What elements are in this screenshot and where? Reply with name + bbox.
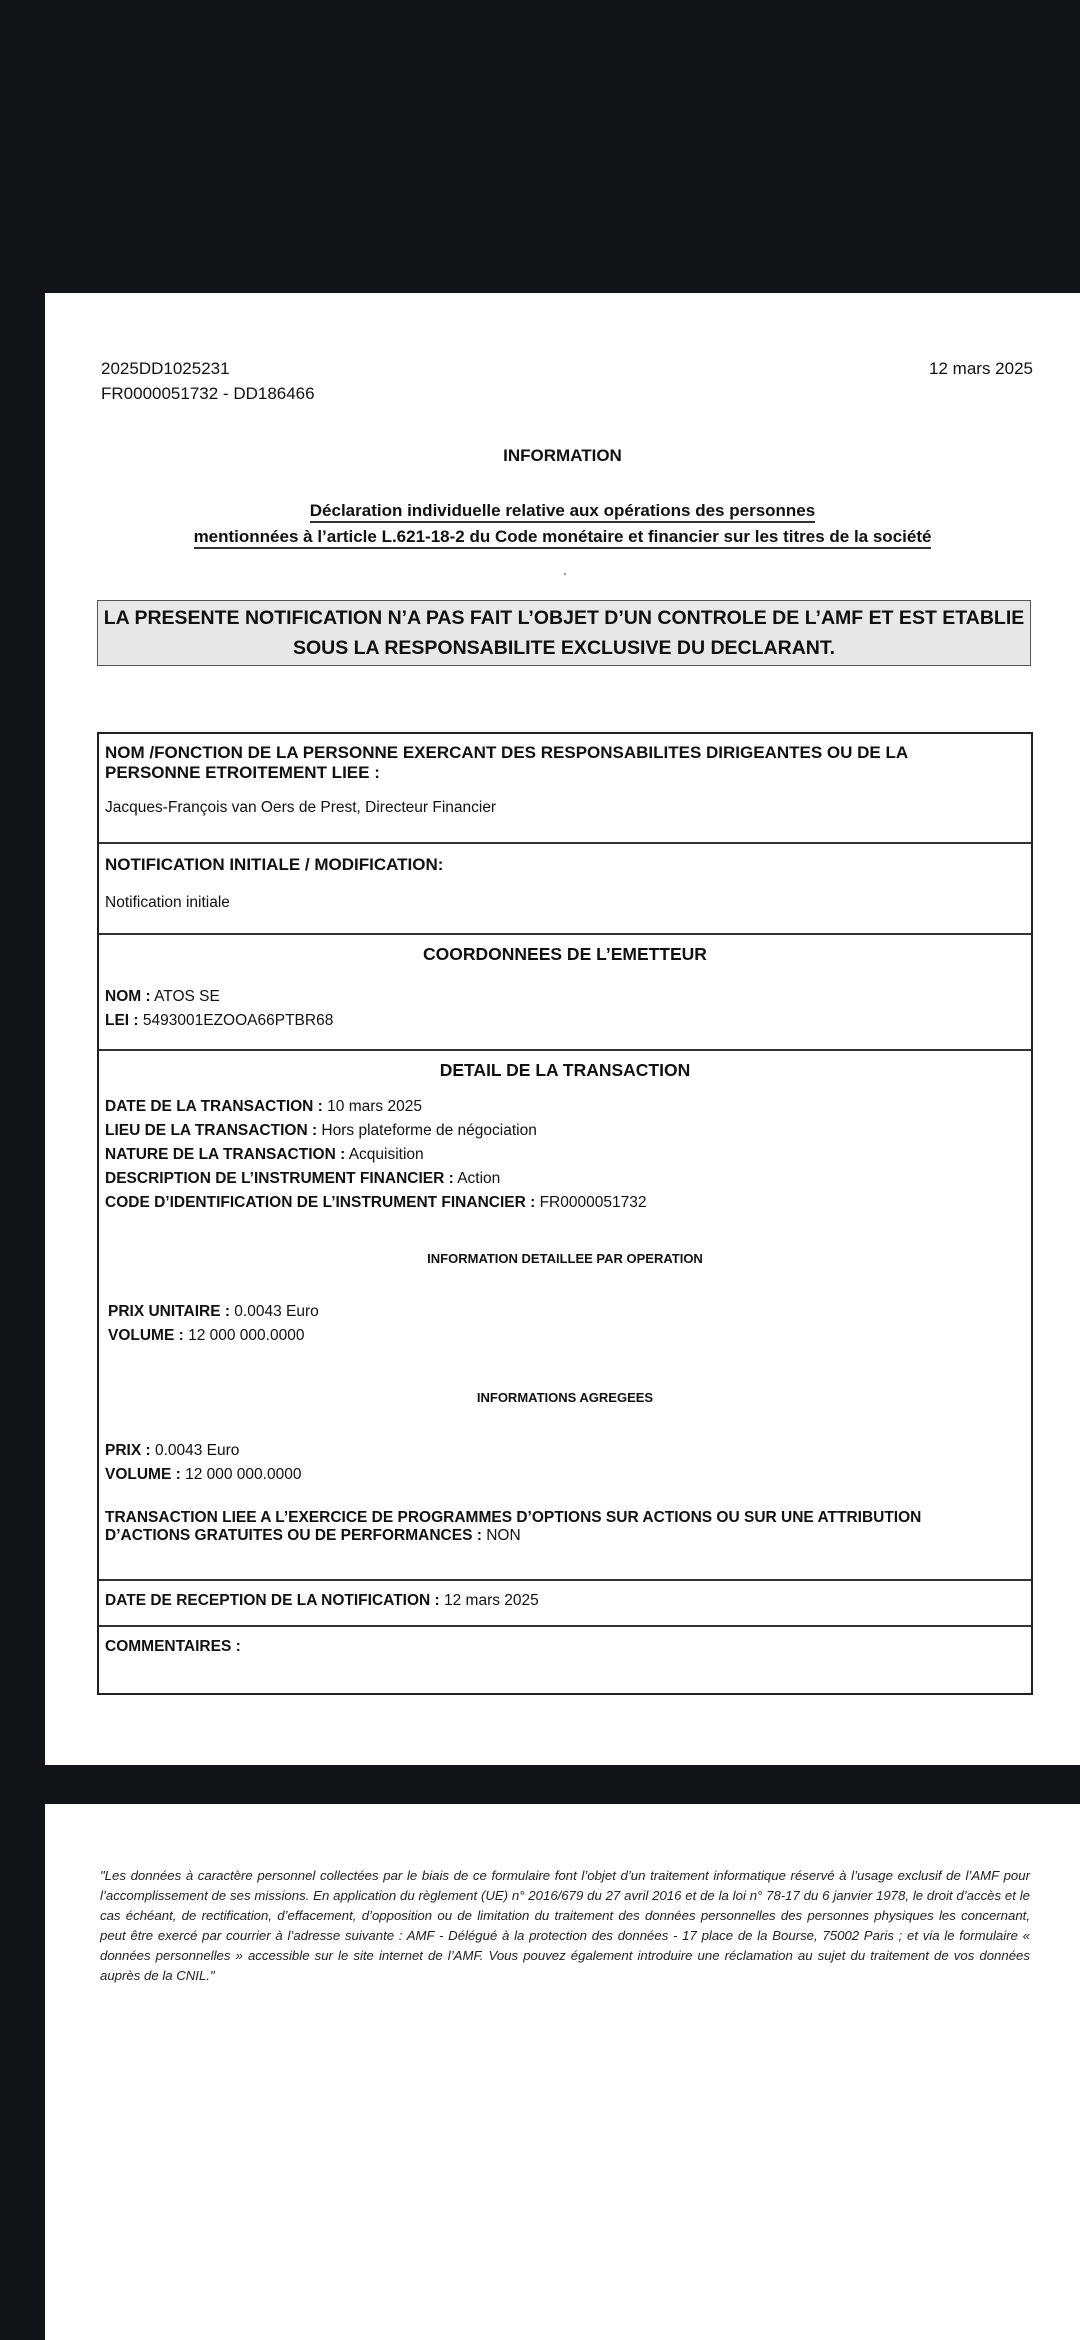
aggregated-volume <box>105 1463 1025 1487</box>
issuer-name-value: ATOS SE <box>150 988 220 1005</box>
issuer-name <box>105 985 1025 1009</box>
section-notification <box>99 844 1031 935</box>
issuer-lei-value: 5493001EZOOA66PTBR68 <box>138 1012 334 1029</box>
field-label: DESCRIPTION DE L’INSTRUMENT FINANCIER : <box>105 1170 454 1187</box>
comments-label: COMMENTAIRES : <box>105 1638 241 1655</box>
field-label: CODE D’IDENTIFICATION DE L’INSTRUMENT FINANCIER : <box>105 1194 536 1211</box>
disclaimer-line2: SOUS LA RESPONSABILITE EXCLUSIVE DU DECLARANT. <box>292 637 836 659</box>
notification-value: Notification initiale <box>105 894 230 911</box>
field-value: Hors plateforme de négociation <box>317 1122 537 1139</box>
options-value: NON <box>481 1527 521 1544</box>
agg-price-label: PRIX : <box>105 1442 151 1459</box>
aggregated-price <box>105 1439 1025 1463</box>
transaction-heading: DETAIL DE LA TRANSACTION <box>439 1060 691 1080</box>
field-label: LIEU DE LA TRANSACTION : <box>105 1122 318 1139</box>
agg-price-value: 0.0043 Euro <box>150 1442 240 1459</box>
transaction-nature <box>105 1143 1025 1167</box>
detailed-info <box>105 1300 1025 1348</box>
transaction-fields <box>105 1095 1025 1215</box>
options-label-line2: D’ACTIONS GRATUITES OU DE PERFORMANCES : <box>105 1527 482 1544</box>
issuer-heading: COORDONNEES DE L’EMETTEUR <box>423 944 707 964</box>
issuer-name-label: NOM : <box>105 988 151 1005</box>
issuer-lei-label: LEI : <box>105 1012 139 1029</box>
issuer-lei <box>105 1009 1025 1033</box>
gdpr-privacy-notice: "Les données à caractère personnel collectées par le biais de ce formulaire font l’objet d’un traitement informatique réservé à l’usage exclusif de l’AMF pour l’accomplissement de ses missions. En application du règlement (UE) n° 2016/679 du 27 avril 2016 et de la loi n° 78-17 du 6 janvier 1978, le droit d’accès et le cas échéant, de rectification, d’effacement, d’opposition ou de limitation du traitement des données personnelles des personnes physiques les concernant, peut être exercé par courrier à l’adresse suivante : AMF - Délégué à la protection des données - 17 place de la Bourse, 75002 Paris ; et via le formulaire « données personnelles » accessible sur le site internet de l’AMF. Vous pouvez également introduire une réclamation au sujet du traitement de vos données auprès de la CNIL." <box>100 1868 1030 1983</box>
field-value: 10 mars 2025 <box>322 1098 422 1115</box>
section-reception-date <box>99 1581 1031 1627</box>
section-transaction <box>99 1051 1031 1581</box>
reference-number: 2025DD1025231 <box>101 359 230 378</box>
document-page-2 <box>45 1804 1080 2340</box>
detailed-info-heading: INFORMATION DETAILLEE PAR OPERATION <box>427 1251 703 1266</box>
field-value: FR0000051732 <box>535 1194 647 1211</box>
volume-label: VOLUME : <box>108 1327 184 1344</box>
field-label: NATURE DE LA TRANSACTION : <box>105 1146 346 1163</box>
field-label: DATE DE LA TRANSACTION : <box>105 1098 323 1115</box>
field-value: Acquisition <box>345 1146 424 1163</box>
notification-heading: NOTIFICATION INITIALE / MODIFICATION: <box>105 855 444 874</box>
unit-price-label: PRIX UNITAIRE : <box>108 1303 230 1320</box>
aggregated-info-heading: INFORMATIONS AGREGEES <box>476 1390 654 1405</box>
options-linked-transaction <box>105 1509 1025 1545</box>
amf-disclaimer-box <box>97 600 1031 666</box>
reception-date <box>105 1581 1025 1613</box>
transaction-venue <box>105 1119 1025 1143</box>
agg-volume-value: 12 000 000.0000 <box>180 1466 302 1483</box>
declaration-line1-text: Déclaration individuelle relative aux opérations des personnes <box>310 501 815 523</box>
disclaimer-line1: LA PRESENTE NOTIFICATION N’A PAS FAIT L’OBJET D’UN CONTROLE DE L’AMF ET EST ETABLIE <box>103 607 1025 629</box>
agg-volume-label: VOLUME : <box>105 1466 181 1483</box>
unit-price <box>108 1300 1025 1324</box>
declaration-title-line1 <box>45 501 1080 521</box>
document-page-1 <box>45 293 1080 1765</box>
section-issuer <box>99 935 1031 1051</box>
person-heading-line1: NOM /FONCTION DE LA PERSONNE EXERCANT DES RESPONSABILITES DIRIGEANTES OU DE LA <box>105 743 909 762</box>
options-label-line1: TRANSACTION LIEE A L’EXERCICE DE PROGRAMMES D’OPTIONS SUR ACTIONS OU SUR UNE ATTRIBUTION <box>105 1509 922 1526</box>
transaction-date <box>105 1095 1025 1119</box>
reception-value: 12 mars 2025 <box>439 1592 539 1609</box>
aggregated-info <box>105 1439 1025 1487</box>
person-value: Jacques-François van Oers de Prest, Directeur Financier <box>105 799 497 816</box>
page-title: INFORMATION <box>503 446 622 465</box>
volume <box>108 1324 1025 1348</box>
instrument-code <box>105 1191 1025 1215</box>
field-value: Action <box>453 1170 501 1187</box>
section-comments <box>99 1627 1031 1693</box>
unit-price-value: 0.0043 Euro <box>230 1303 319 1320</box>
volume-value: 12 000 000.0000 <box>183 1327 305 1344</box>
document-date: 12 mars 2025 <box>929 359 1033 378</box>
declaration-line2-text: mentionnées à l’article L.621-18-2 du Code monétaire et financier sur les titres de la société <box>194 527 932 549</box>
declaration-title-line2 <box>45 527 1080 547</box>
declaration-form-table <box>97 732 1033 1695</box>
reception-label: DATE DE RECEPTION DE LA NOTIFICATION : <box>105 1592 440 1609</box>
section-person <box>99 734 1031 844</box>
separator-dot <box>564 573 566 575</box>
isin-reference: FR0000051732 - DD186466 <box>101 384 315 403</box>
instrument-description <box>105 1167 1025 1191</box>
person-heading-line2: PERSONNE ETROITEMENT LIEE : <box>105 763 380 782</box>
